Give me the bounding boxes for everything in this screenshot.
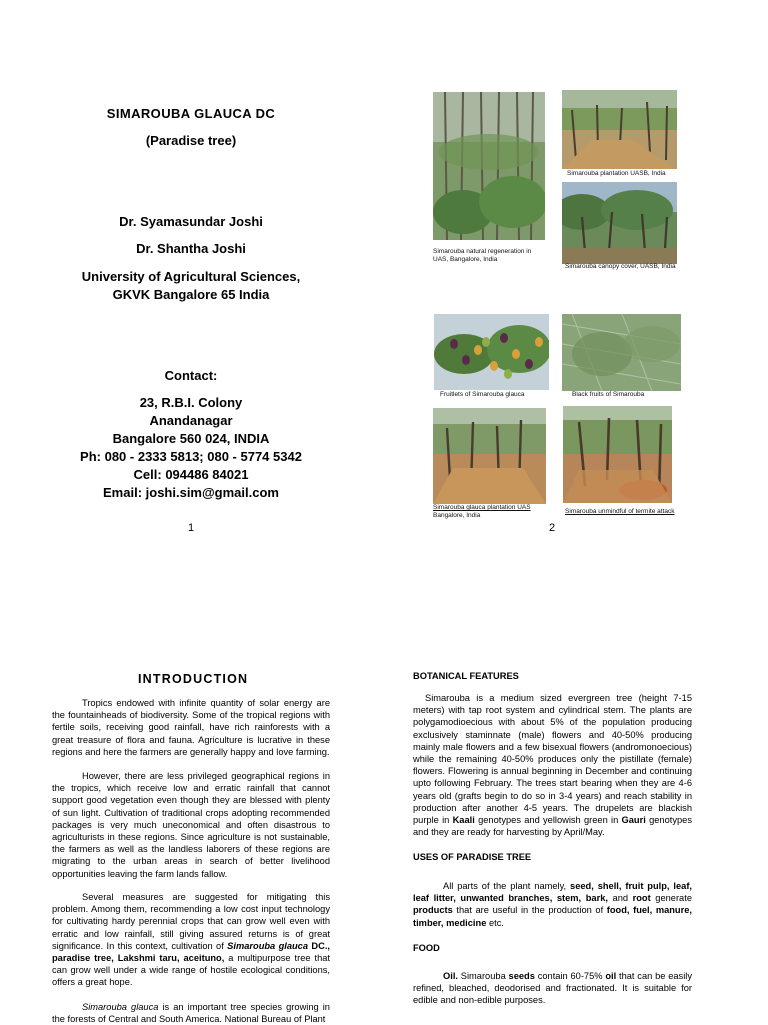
uses-parts: seed, shell, fruit pulp, leaf, leaf litter, unwanted branches, stem, bark, [413, 881, 692, 904]
uses-text-c: and [607, 893, 633, 904]
caption-fruitlets: Fruitlets of Simarouba glauca [440, 391, 525, 398]
botanical-text-a: Simarouba is a medium sized evergreen tree (height 7-15 meters) with tap root system and cylindrical stem. The plants are polygamodioecious with about 5% of the population producing exclusively staminnate (male) flowers and 40-50% producing mainly male flowers and a few bisexual flowers (andromonoecious) while the remaining 40-50% produces only the pistillate (female) flowers. Flowering is annual beginning in December and continuing upto following February. The trees start bearing when they are 4-6 years old (grafts begin to do so in 3-4 years) and reach stability in production after another 4-5 years. The drupelets are blackish purple in [413, 693, 692, 826]
oil-label: Oil. [443, 971, 458, 981]
uses-text-a: All parts of the plant namely, [443, 881, 571, 891]
photo-canopy-cover [562, 182, 677, 264]
page1-subtitle: (Paradise tree) [145, 133, 237, 148]
uses-categories: food, fuel, manure, timber, medicine [413, 905, 692, 928]
uses-root: root [632, 893, 651, 904]
email-line: Email: joshi.sim@gmail.com [103, 485, 279, 500]
address-line-3: Bangalore 560 024, INDIA [112, 431, 270, 446]
caption-plantation-uas-2: Bangalore, India [433, 512, 481, 519]
uses-text-e: generate [650, 893, 692, 904]
introduction-heading: INTRODUCTION [138, 672, 249, 686]
photo-natural-regeneration [433, 92, 545, 240]
botanical-paragraph [413, 692, 692, 838]
uses-text-g: that are useful in the production of [452, 905, 607, 916]
page-number-1: 1 [188, 522, 195, 534]
intro-p3-names: DC., paradise tree, Lakshmi taru, aceituno, [52, 940, 330, 964]
botanical-text-c: genotypes and yellowish green in [474, 815, 622, 826]
kaali-label: Kaali [452, 815, 475, 826]
gauri-label: Gauri [621, 815, 646, 826]
oil-word: oil [605, 971, 617, 981]
botanical-text-e: genotypes and they are ready for harvesting by April/May. [413, 815, 692, 838]
oil-text-f: that can be easily refined, bleached, deodorised and fractionated. It is suitable for edible and non-edible purposes. [413, 971, 692, 1006]
caption-termite: Simarouba unmindful of termite attack [565, 508, 675, 515]
cell-line: Cell: 094486 84021 [133, 467, 249, 482]
caption-plantation-uasb: Simarouba plantation UASB, India [567, 170, 666, 177]
botanical-features-heading: BOTANICAL FEATURES [413, 671, 519, 681]
photo-black-fruits [562, 314, 681, 391]
oil-seeds: seeds [508, 971, 535, 981]
intro-paragraph-4 [52, 1001, 330, 1025]
uses-heading: USES OF PARADISE TREE [413, 852, 532, 862]
page-number-2: 2 [549, 522, 556, 534]
photo-fruitlets [434, 314, 549, 390]
intro-p3-species: Simarouba glauca [227, 940, 309, 951]
intro-paragraph-1: Tropics endowed with infinite quantity of solar energy are the fountainheads of biodiversity. Some of the tropical regions with fertile soils, receiving good rainfall, have rich rainforests with a great treasure of flora and fauna. Agriculture is lucrative in these regions and here the farmers are generally happy and love farming. [52, 698, 330, 757]
intro-p3-text-a: Several measures are suggested for mitigating this problem. Among them, recommending a low cost input technology for cultivating hardy perennial crops that can grow well even with erratic and low rainfall, still giving assured returns is of great significance. In this context, cultivation of [52, 892, 330, 951]
author-1: Dr. Syamasundar Joshi [119, 214, 263, 229]
university-line-2: GKVK Bangalore 65 India [112, 287, 270, 302]
university-line-1: University of Agricultural Sciences, [81, 269, 301, 284]
oil-paragraph [413, 970, 692, 1007]
address-line-2: Anandanagar [149, 413, 233, 428]
intro-p4-species: Simarouba glauca [82, 1002, 159, 1012]
uses-paragraph [413, 880, 692, 929]
address-line-1: 23, R.B.I. Colony [139, 395, 243, 410]
caption-natural-regeneration-2: UAS, Bangalore, India [433, 256, 498, 263]
photo-plantation-uasb [562, 90, 677, 169]
oil-text-b: Simarouba [457, 971, 509, 981]
uses-products: products [413, 905, 453, 916]
uses-text-i: etc. [486, 917, 504, 928]
page1-title: SIMAROUBA GLAUCA DC [106, 106, 276, 121]
caption-black-fruits: Black fruits of Simarouba [572, 391, 645, 398]
author-2: Dr. Shantha Joshi [136, 241, 246, 256]
intro-p3-text-d: a multipurpose tree that can grow well under a wide range of hostile ecological conditions, offers a great hope. [52, 953, 330, 988]
phone-line: Ph: 080 - 2333 5813; 080 - 5774 5342 [80, 449, 302, 464]
oil-text-d: contain 60-75% [534, 971, 606, 981]
contact-label: Contact: [164, 368, 218, 383]
photo-plantation-uas [433, 408, 546, 504]
intro-paragraph-3 [52, 891, 330, 989]
photo-termite [563, 406, 672, 503]
caption-natural-regeneration-1: Simarouba natural regeneration in [433, 248, 532, 255]
food-heading: FOOD [413, 943, 440, 953]
caption-plantation-uas-1: Simarouba glauca plantation UAS [433, 504, 531, 511]
caption-canopy-cover: Simarouba canopy cover, UASB, India [565, 263, 676, 270]
intro-p4-text: is an important tree species growing in the forests of Central and South America. National Bureau of Plant [52, 1002, 330, 1025]
intro-paragraph-2: However, there are less privileged geographical regions in the tropics, which receive low and erratic rainfall that cannot support good vegetation even though they are blessed with plenty of sun light. Cultivation of traditional crops adopting recommended packages is very much uneconomical and often disastrous to agriculturists in these regions. Since agriculture is not sustainable, the farmers as well as the landless laborers of these regions are migrating to the urban areas in search of better livelihood opportunities leaving the farm lands fallow. [52, 771, 330, 879]
